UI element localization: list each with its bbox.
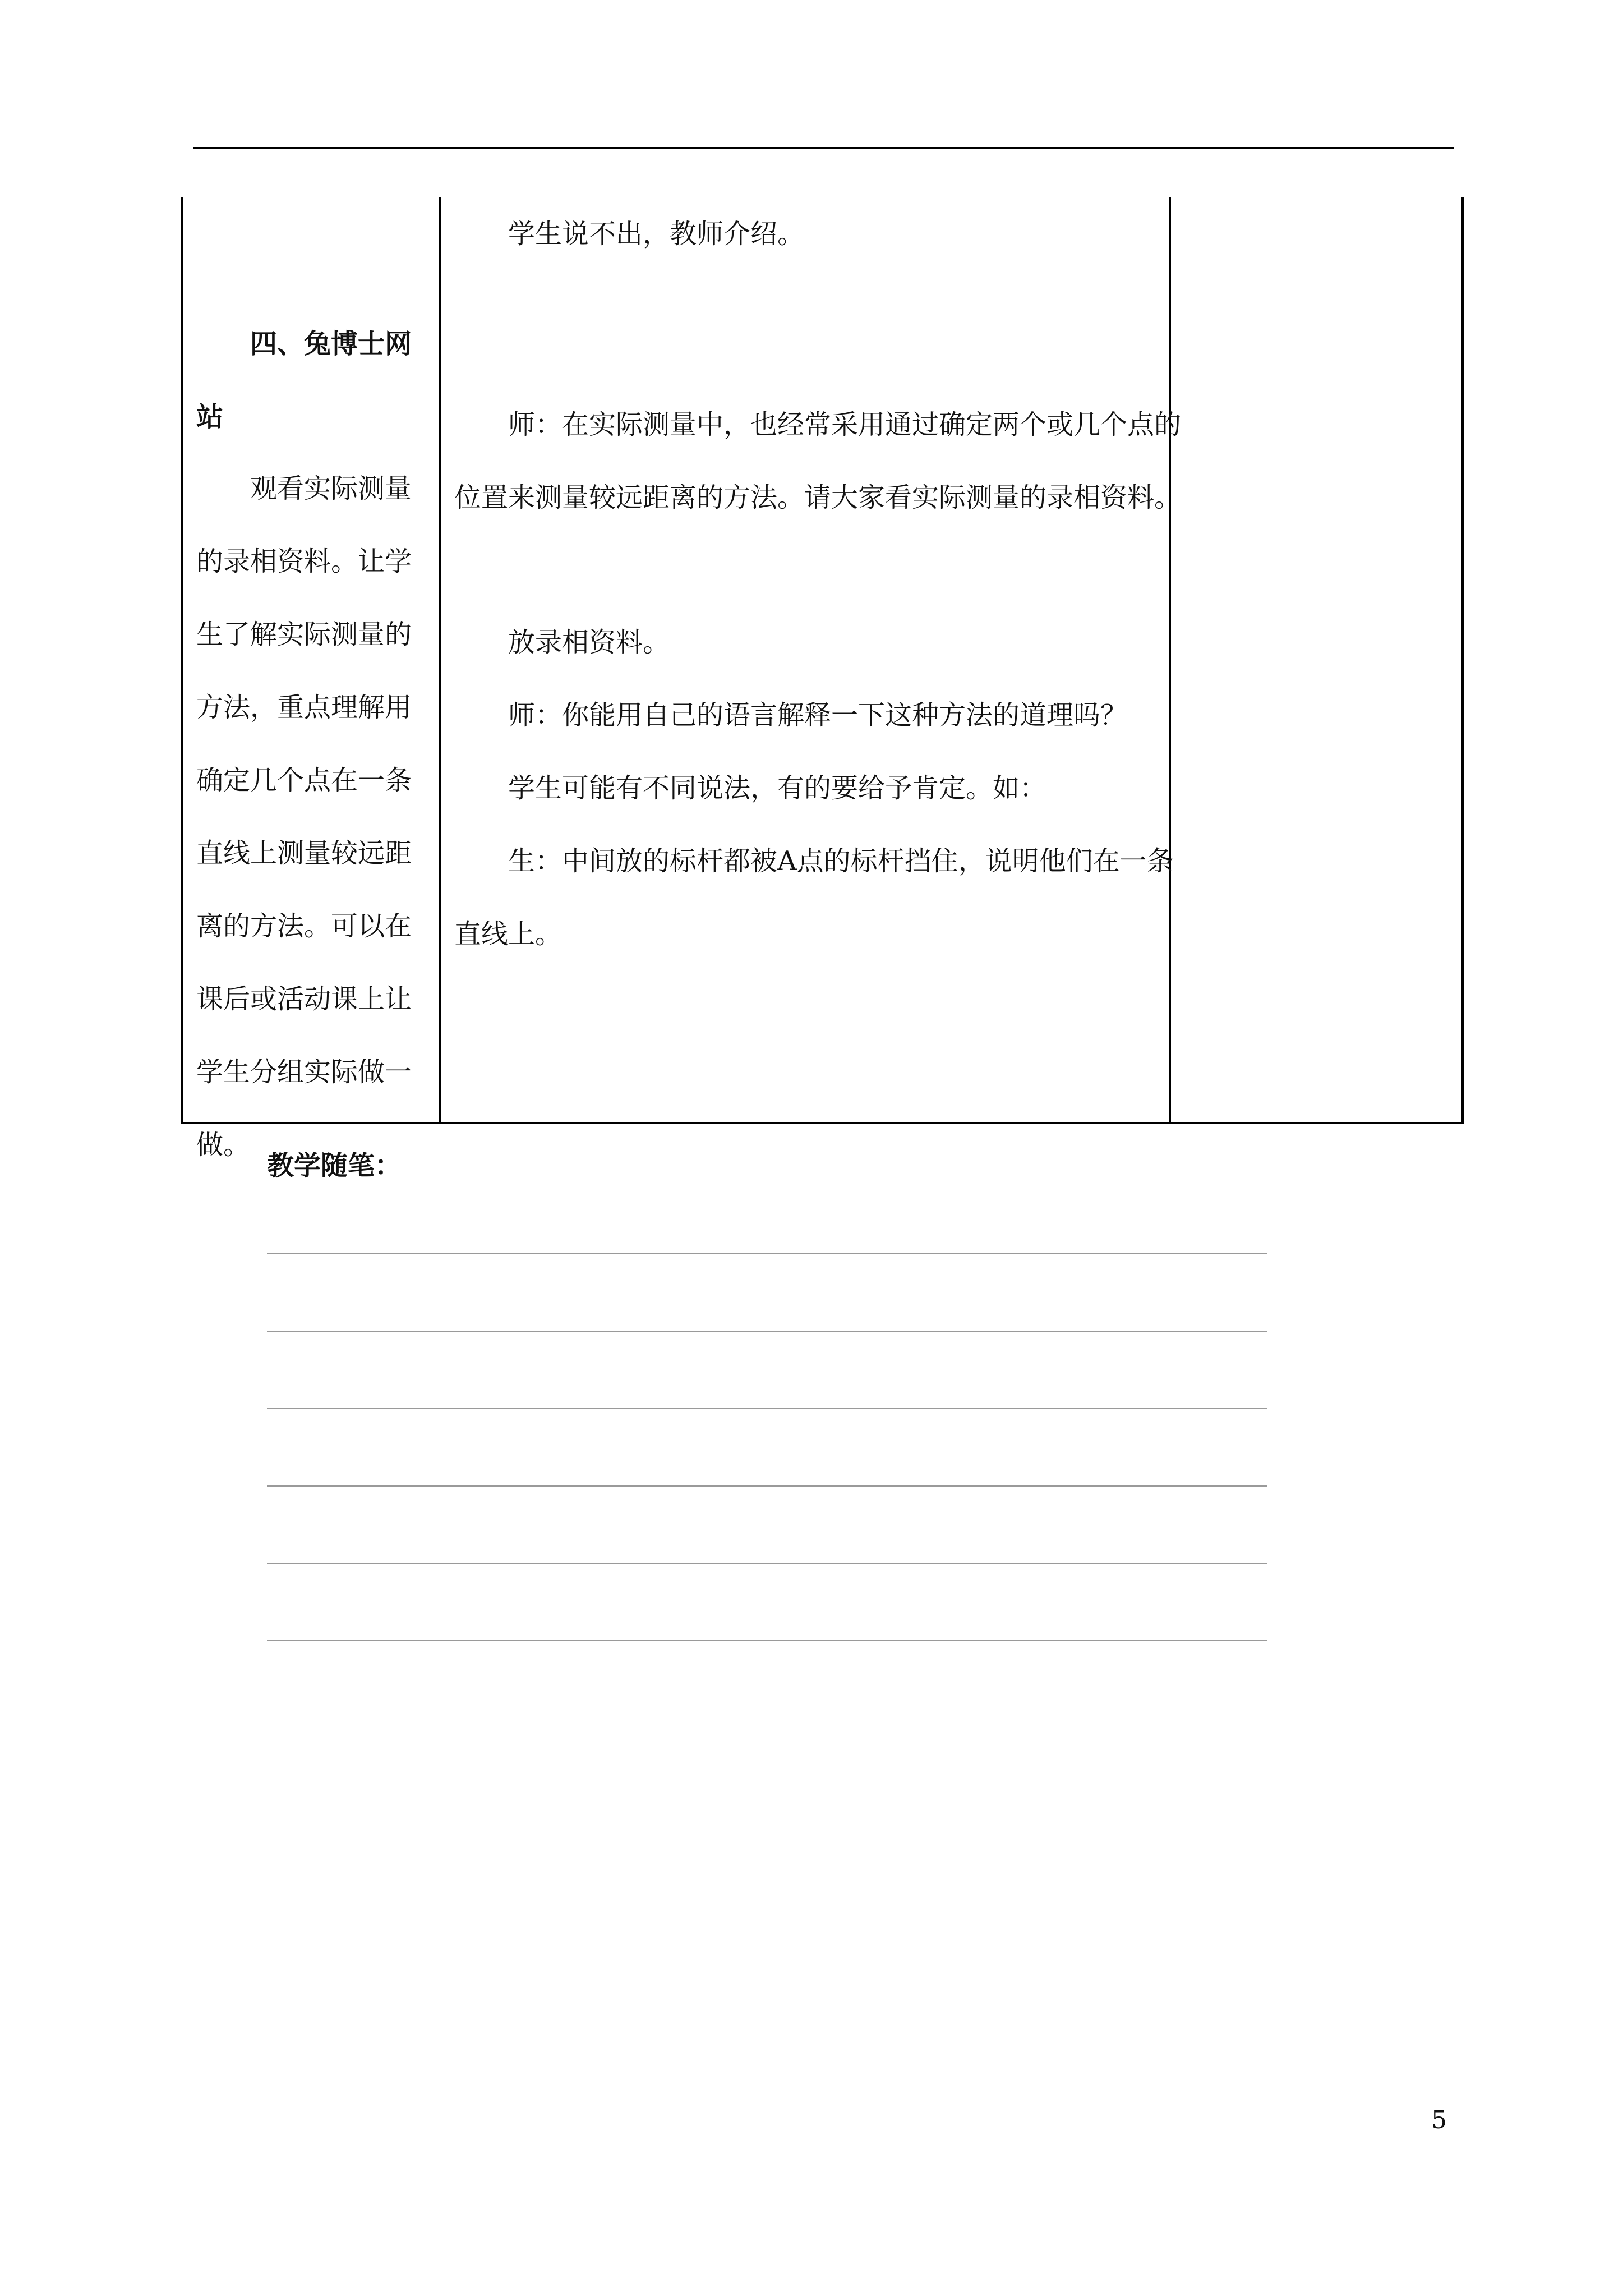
table-border-right — [1461, 197, 1464, 1123]
paragraph-6: 生：中间放的标杆都被A点的标杆挡住，说明他们在一条直线上。 — [454, 845, 1174, 950]
paragraph-3: 放录相资料。 — [508, 627, 670, 658]
notes-line — [267, 1408, 1267, 1409]
notes-line — [267, 1331, 1267, 1332]
paragraph-1: 学生说不出，教师介绍。 — [508, 218, 805, 250]
section-title: 四、兔博士网站 — [196, 328, 412, 432]
paragraph-2: 师：在实际测量中，也经常采用通过确定两个或几个点的位置来测量较远距离的方法。请大家看实际测量的录相资料。 — [454, 409, 1182, 513]
lesson-plan-table — [181, 197, 1464, 1161]
section-description: 观看实际测量的录相资料。让学生了解实际测量的方法，重点理解用确定几个点在一条直线上测量较远距离的方法。可以在课后或活动课上让学生分组实际做一做。 — [196, 473, 412, 1161]
notes-line — [267, 1563, 1267, 1564]
table-border-left — [181, 197, 183, 1123]
table-divider-1 — [439, 197, 441, 1123]
header-rule — [193, 147, 1454, 149]
notes-line — [267, 1640, 1267, 1641]
paragraph-4: 师：你能用自己的语言解释一下这种方法的道理吗？ — [508, 700, 1128, 731]
notes-title: 教学随笔： — [267, 1150, 402, 1181]
page-number: 5 — [1431, 2106, 1447, 2134]
paragraph-5: 学生可能有不同说法，有的要给予肯定。如： — [508, 772, 1047, 804]
notes-line — [267, 1485, 1267, 1487]
notes-line — [267, 1253, 1267, 1254]
